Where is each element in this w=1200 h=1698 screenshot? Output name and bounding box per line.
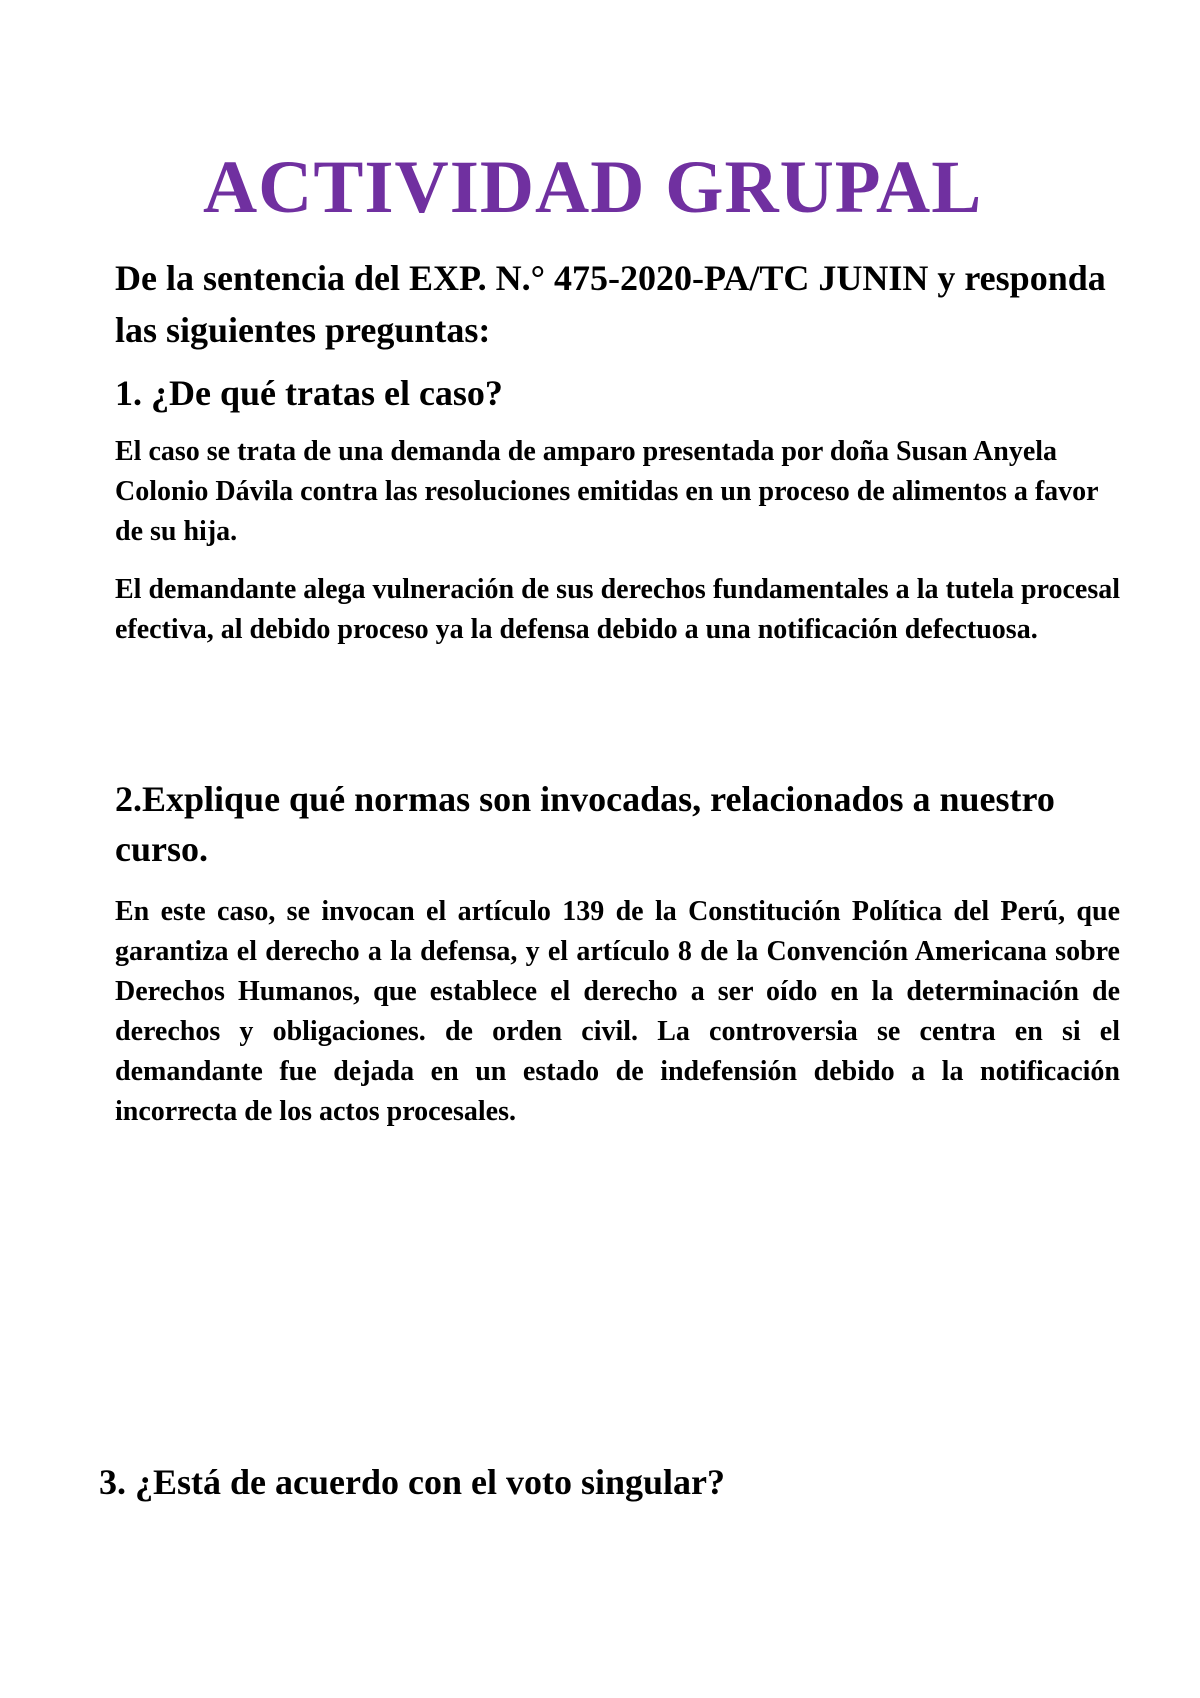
question-2-heading: 2.Explique qué normas son invocadas, relacionados a nuestro curso.: [115, 779, 1055, 869]
question-3-heading: 3. ¿Está de acuerdo con el voto singular?: [99, 1462, 725, 1502]
intro-instruction: De la sentencia del EXP. N.° 475-2020-PA/TC JUNIN y responda las siguientes preguntas:: [115, 258, 1106, 350]
question-2-answer-paragraph-1: En este caso, se invocan el artículo 139 de la Constitución Política del Perú, que garantiza el derecho a la defensa, y el artículo 8 de la Convención Americana sobre Derechos Humanos, que establece el derecho a ser oído en la determinación de derechos y obligaciones. de orden civil. La controversia se centra en si el demandante fue dejada en un estado de indefensión debido a la notificación incorrecta de los actos procesales.: [115, 896, 1120, 1127]
page-title: ACTIVIDAD GRUPAL: [203, 146, 983, 229]
question-1-heading: 1. ¿De qué tratas el caso?: [115, 373, 503, 413]
question-1-answer-paragraph-1: El caso se trata de una demanda de amparo presentada por doña Susan Anyela Colonio Dávila contra las resoluciones emitidas en un proceso de alimentos a favor de su hija.: [115, 436, 1099, 547]
question-1-answer-paragraph-2: El demandante alega vulneración de sus derechos fundamentales a la tutela procesal efectiva, al debido proceso ya la defensa debido a una notificación defectuosa.: [115, 574, 1120, 645]
